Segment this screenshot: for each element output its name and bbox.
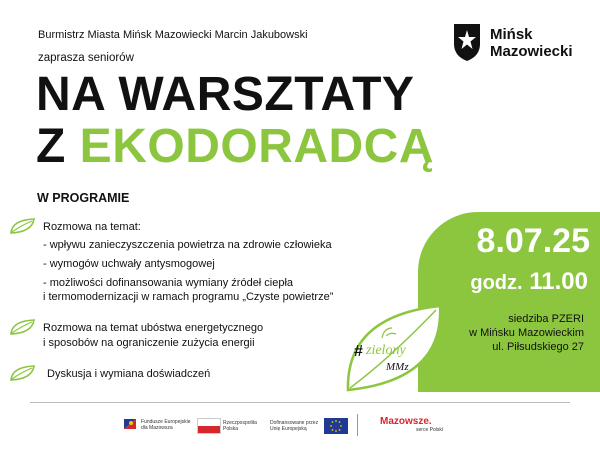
eu-line1: Dofinansowane przez bbox=[270, 420, 319, 426]
leaf-icon bbox=[10, 365, 36, 381]
title-line2 bbox=[36, 122, 434, 172]
program-heading: W PROGRAMIE bbox=[37, 191, 130, 205]
program-item1-title: Rozmowa na temat: bbox=[43, 221, 141, 233]
event-venue bbox=[432, 312, 584, 354]
fe-icon bbox=[122, 417, 138, 431]
badge-abbr: MMz bbox=[386, 361, 409, 373]
city-logo bbox=[452, 22, 592, 68]
footer-divider bbox=[30, 402, 570, 403]
title-line1: NA WARSZTATY bbox=[36, 68, 415, 121]
logo-line2: Mazowiecki bbox=[490, 43, 573, 60]
event-time bbox=[420, 268, 588, 296]
mazowsze-text: Mazowsze. bbox=[380, 416, 432, 427]
leaf-icon bbox=[10, 319, 36, 335]
mazowsze-sub: serce Polski bbox=[416, 427, 443, 433]
badge-word: zielony bbox=[366, 343, 406, 358]
rp-line2: Polska bbox=[223, 426, 239, 432]
polish-flag-icon bbox=[197, 418, 221, 434]
leaf-icon bbox=[10, 218, 36, 234]
logo-line1: Mińsk bbox=[490, 26, 533, 43]
fe-line2: dla Mazowsza bbox=[141, 425, 173, 431]
fe-line1: Fundusze Europejskie bbox=[141, 419, 191, 425]
program-item1-sub3a: - możliwości dofinansowania wymiany źródeł ciepła bbox=[43, 277, 294, 289]
organizer-text: Burmistrz Miasta Mińsk Mazowiecki Marcin Jakubowski bbox=[38, 29, 308, 41]
rp-line1: Rzeczpospolita bbox=[223, 420, 257, 426]
event-date: 8.07.25 bbox=[476, 222, 590, 260]
title-line2-accent: EKODORADCĄ bbox=[79, 120, 435, 173]
footer-separator bbox=[357, 414, 358, 436]
event-time-label: godz. bbox=[470, 272, 523, 294]
program-item1-sub3b: i termomodernizacji w ramach programu „Czyste powietrze” bbox=[43, 291, 334, 303]
program-item2-line2: i sposobów na ograniczenie zużycia energii bbox=[43, 337, 255, 349]
program-item2-line1: Rozmowa na temat ubóstwa energetycznego bbox=[43, 322, 264, 334]
program-item1-sub2: - wymogów uchwały antysmogowej bbox=[43, 258, 215, 270]
invite-text: zaprasza seniorów bbox=[38, 52, 134, 64]
program-item1-sub1: - wpływu zanieczyszczenia powietrza na zdrowie człowieka bbox=[43, 239, 332, 251]
title-line2-prefix: Z bbox=[36, 120, 66, 173]
venue-line3: ul. Piłsudskiego 27 bbox=[492, 341, 584, 353]
venue-line1: siedziba PZERI bbox=[508, 313, 584, 325]
zielony-mmz-badge bbox=[340, 298, 450, 398]
badge-hash: # bbox=[354, 343, 363, 360]
mazowsze-logo bbox=[380, 416, 443, 433]
eu-line2: Unię Europejską bbox=[270, 426, 307, 432]
event-time-value: 11.00 bbox=[529, 268, 588, 295]
program-item3: Dyskusja i wymiana doświadczeń bbox=[47, 368, 211, 380]
eu-flag-icon bbox=[324, 418, 348, 434]
city-crest-icon bbox=[452, 22, 482, 62]
venue-line2: w Mińsku Mazowieckim bbox=[469, 327, 584, 339]
